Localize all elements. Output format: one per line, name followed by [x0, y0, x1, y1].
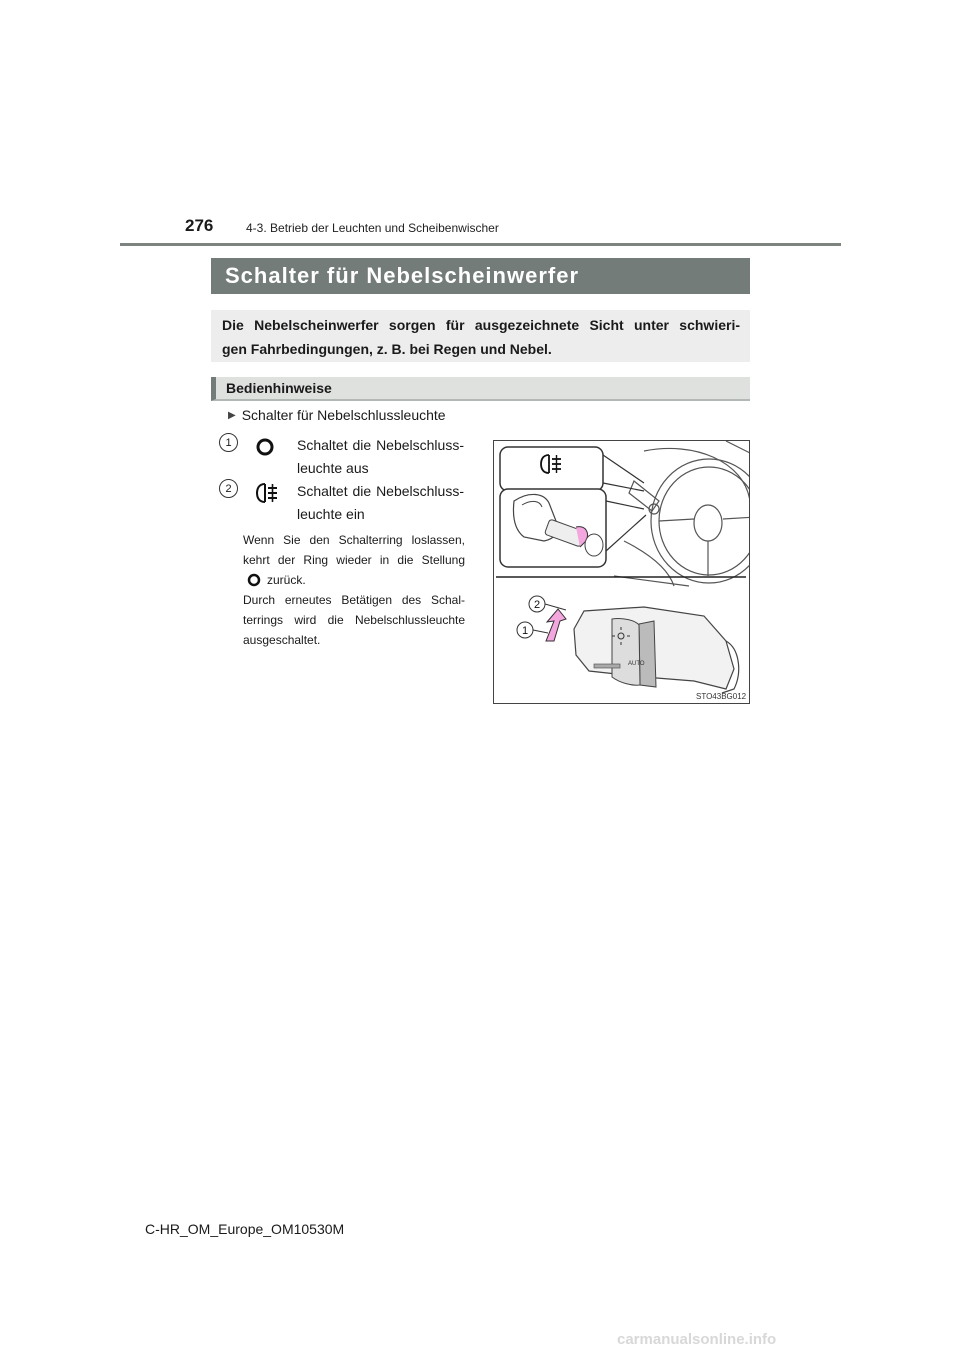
item-1-line-2: leuchte aus — [297, 460, 369, 476]
off-position-icon-small — [247, 573, 261, 587]
page-title-text: Schalter für Nebelscheinwerfer — [225, 263, 580, 288]
note-press-again — [243, 590, 465, 650]
pink-arrow-icon — [546, 609, 566, 641]
figure-svg — [494, 441, 750, 704]
item-2-line-2: leuchte ein — [297, 506, 365, 522]
note-2-line-1: Durch erneutes Betätigen des Schal- — [243, 593, 465, 607]
intro-box — [211, 310, 750, 362]
rear-fog-light-icon — [255, 482, 279, 509]
header-rule — [120, 243, 841, 246]
subheading-text: Bedienhinweise — [226, 380, 332, 396]
note-2-line-2: terrings wird die Nebelschlussleuchte — [243, 613, 465, 627]
item-text-2 — [297, 480, 464, 526]
section-path: 4-3. Betrieb der Leuchten und Scheibenwischer — [246, 221, 499, 235]
hand-operation-callout — [500, 489, 646, 567]
auto-label: AUTO — [628, 661, 645, 667]
steering-wheel-drawing — [614, 441, 750, 586]
item-text-1 — [297, 434, 464, 480]
intro-line-2: gen Fahrbedingungen, z. B. bei Regen und Nebel. — [222, 341, 552, 357]
watermark: carmanualsonline.info — [617, 1331, 777, 1348]
list-heading — [228, 407, 446, 423]
triangle-bullet-icon: ▶ — [228, 409, 236, 421]
item-1-line-1: Schaltet die Nebelschluss- — [297, 437, 464, 453]
intro-line-1: Die Nebelscheinwerfer sorgen für ausgezeichnete Sicht unter schwieri- — [222, 317, 740, 333]
page-title — [211, 258, 750, 294]
callout-2: 2 — [533, 599, 541, 611]
callout-1: 1 — [521, 625, 529, 637]
fog-icon-callout — [500, 447, 644, 491]
page-number: 276 — [185, 216, 214, 235]
image-code: STO43BG012 — [696, 692, 747, 701]
item-number-2: 2 — [219, 479, 238, 498]
figure-illustration — [493, 440, 750, 704]
footer-doc-id: C-HR_OM_Europe_OM10530M — [145, 1221, 345, 1237]
note-1-line-2: kehrt der Ring wieder in die Stellung — [243, 553, 465, 567]
list-heading-text: Schalter für Nebelschlussleuchte — [241, 407, 446, 423]
item-number-1: 1 — [219, 433, 238, 452]
note-2-line-3: ausgeschaltet. — [243, 633, 321, 647]
note-1-line-3-text: zurück. — [267, 573, 306, 587]
light-switch-lever — [574, 607, 739, 693]
item-2-line-1: Schaltet die Nebelschluss- — [297, 483, 464, 499]
off-position-icon — [256, 438, 274, 461]
subheading-bar — [211, 377, 750, 401]
note-release-ring — [243, 530, 465, 590]
note-1-line-3 — [243, 570, 465, 590]
note-1-line-1: Wenn Sie den Schalterring loslassen, — [243, 533, 465, 547]
